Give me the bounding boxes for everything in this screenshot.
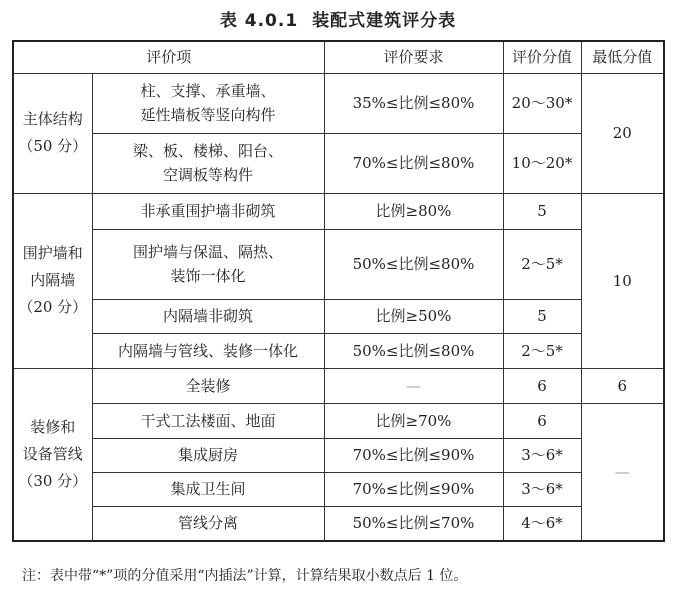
item-cell: 集成厨房 (92, 438, 324, 472)
score-cell: 2～5* (503, 229, 581, 299)
table-row (13, 193, 664, 229)
header-min-score: 最低分值 (581, 41, 664, 73)
table-title (0, 6, 676, 31)
table-row (13, 73, 664, 133)
requirement-cell: 50%≤比例≤70% (324, 506, 503, 541)
table-row (13, 299, 664, 333)
category-main-structure: 主体结构 （50 分） (13, 73, 92, 193)
score-cell: 5 (503, 299, 581, 333)
requirement-cell: 50%≤比例≤80% (324, 229, 503, 299)
item-cell: 非承重围护墙非砌筑 (92, 193, 324, 229)
item-cell: 集成卫生间 (92, 472, 324, 506)
requirement-cell: 50%≤比例≤80% (324, 333, 503, 368)
item-cell: 管线分离 (92, 506, 324, 541)
score-cell: 10～20* (503, 133, 581, 193)
min-score-cell: — (581, 403, 664, 541)
item-cell: 全装修 (92, 368, 324, 403)
category-envelope-partition: 围护墙和 内隔墙 （20 分） (13, 193, 92, 368)
requirement-cell: 70%≤比例≤90% (324, 438, 503, 472)
table-title-text: 装配式建筑评分表 (312, 11, 457, 31)
header-score: 评价分值 (503, 41, 581, 73)
scoring-table (12, 40, 665, 542)
score-cell: 5 (503, 193, 581, 229)
table-row (13, 403, 664, 438)
min-score-cell: 10 (581, 193, 664, 368)
min-score-cell: 6 (581, 368, 664, 403)
requirement-cell: — (324, 368, 503, 403)
item-cell: 梁、板、楼梯、阳台、 空调板等构件 (92, 133, 324, 193)
table-row (13, 333, 664, 368)
table-row (13, 229, 664, 299)
table-number: 表 4.0.1 (219, 11, 299, 31)
score-cell: 6 (503, 403, 581, 438)
requirement-cell: 比例≥70% (324, 403, 503, 438)
header-row (13, 41, 664, 73)
score-cell: 6 (503, 368, 581, 403)
item-cell: 内隔墙非砌筑 (92, 299, 324, 333)
header-requirement: 评价要求 (324, 41, 503, 73)
score-cell: 2～5* (503, 333, 581, 368)
table-row (13, 438, 664, 472)
score-cell: 3～6* (503, 438, 581, 472)
header-item: 评价项 (13, 41, 324, 73)
item-cell: 干式工法楼面、地面 (92, 403, 324, 438)
score-cell: 3～6* (503, 472, 581, 506)
category-decoration-pipelines: 装修和 设备管线 （30 分） (13, 368, 92, 541)
requirement-cell: 比例≥80% (324, 193, 503, 229)
table-row (13, 472, 664, 506)
min-score-cell: 20 (581, 73, 664, 193)
table-row (13, 133, 664, 193)
table-note: 注：表中带“*”项的分值采用“内插法”计算，计算结果取小数点后 1 位。 (22, 568, 468, 584)
requirement-cell: 70%≤比例≤90% (324, 472, 503, 506)
table-row (13, 506, 664, 541)
score-cell: 4～6* (503, 506, 581, 541)
table-row (13, 368, 664, 403)
score-cell: 20～30* (503, 73, 581, 133)
item-cell: 围护墙与保温、隔热、 装饰一体化 (92, 229, 324, 299)
requirement-cell: 70%≤比例≤80% (324, 133, 503, 193)
requirement-cell: 比例≥50% (324, 299, 503, 333)
requirement-cell: 35%≤比例≤80% (324, 73, 503, 133)
item-cell: 内隔墙与管线、装修一体化 (92, 333, 324, 368)
item-cell: 柱、支撑、承重墙、 延性墙板等竖向构件 (92, 73, 324, 133)
